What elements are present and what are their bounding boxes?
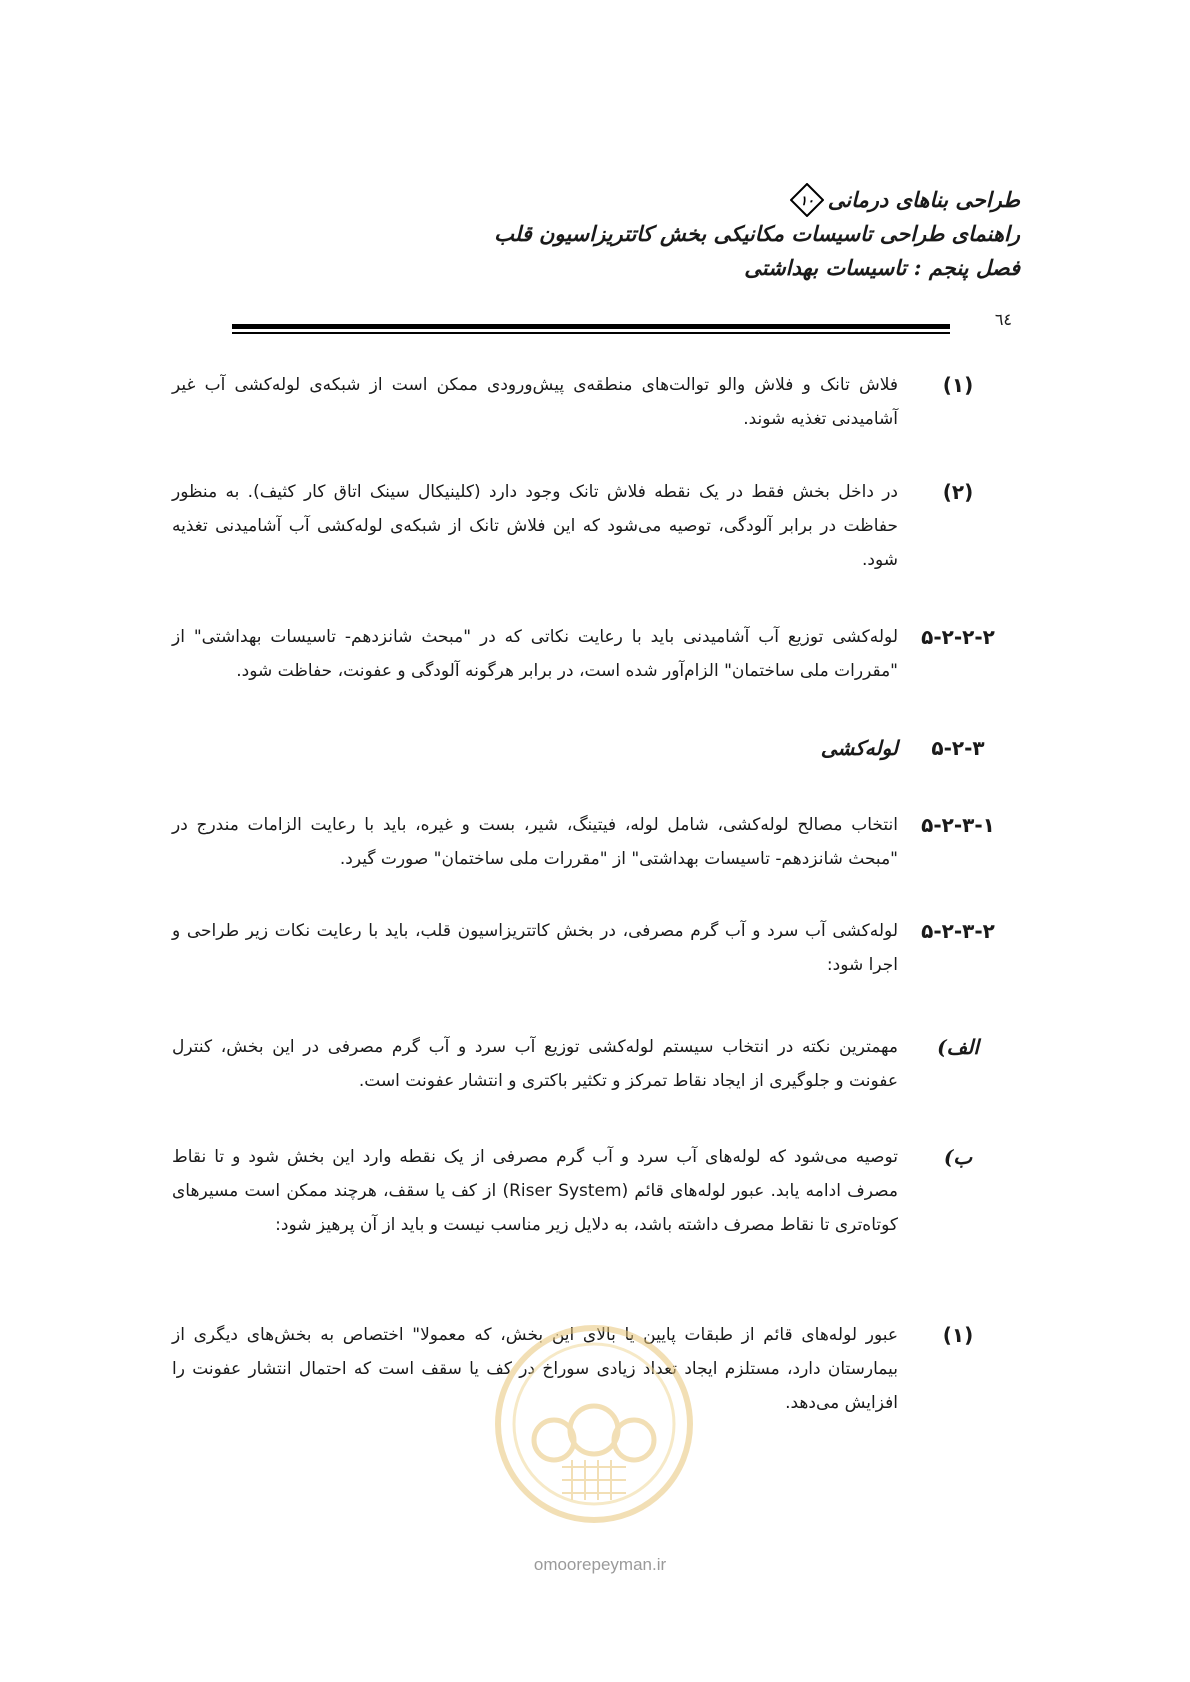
subitem-be [172, 1140, 1018, 1242]
watermark-url: omoorepeyman.ir [533, 1555, 667, 1574]
clause-number: ۵-۲-۳-۲ [921, 919, 995, 943]
subitem-letter: الف) [937, 1035, 979, 1059]
subitem-text: توصیه می‌شود که لوله‌های آب سرد و آب گرم مصرفی از یک نقطه وارد این بخش شود و تا نقاط مصرف ادامه یابد. عبور لوله‌های قائم (Riser System) از کف یا سقف، هرچند ممکن است مسیرهای کوتاه‌تری تا نقاط مصرف داشته باشد، به دلایل زیر مناسب نیست و باید از آن پرهیز شود: [172, 1147, 899, 1235]
paragraph-item-1 [172, 368, 1018, 436]
watermark-seal-icon [492, 1322, 696, 1526]
header-line-2: راهنمای طراحی تاسیسات مکانیکی بخش کاتتریزاسیون قلب [494, 221, 1020, 246]
clause-number: ۵-۲-۲-۲ [921, 625, 995, 649]
clause-text: لوله‌کشی آب سرد و آب گرم مصرفی، در بخش کاتتریزاسیون قلب، باید با رعایت نکات زیر طراحی و اجرا شود: [172, 921, 898, 975]
item-text: در داخل بخش فقط در یک نقطه فلاش تانک وجود دارد (کلینیکال سینک اتاق کار کثیف). به منظور حفاظت در برابر آلودگی، توصیه می‌شود که این فلاش تانک از شبکه‌ی لوله‌کشی آب آشامیدنی تغذیه شود. [172, 482, 898, 570]
clause-number: ۵-۲-۳-۱ [921, 813, 995, 837]
header-line-1 [160, 183, 1020, 217]
header-line-3: فصل پنجم : تاسیسات بهداشتی [744, 255, 1020, 280]
item-number: (۱) [942, 373, 974, 397]
paragraph-item-2 [172, 475, 1018, 577]
page-number: ٦٤ [994, 310, 1012, 329]
item-text: عبور لوله‌های قائم از طبقات پایین یا بالای این بخش، که معمولا" اختصاص به بخش‌های دیگری از بیمارستان دارد، مستلزم ایجاد تعداد زیادی سوراخ در کف یا سقف است که احتمال انتشار عفونت را افزایش می‌دهد. [172, 1325, 898, 1413]
section-number: ۵-۲-۳ [931, 736, 985, 760]
header-rule-thin [232, 332, 950, 334]
clause-5-2-2-2 [172, 620, 1018, 688]
section-heading-5-2-3 [172, 731, 1018, 765]
clause-text: لوله‌کشی توزیع آب آشامیدنی باید با رعایت نکاتی که در "مبحث شانزدهم- تاسیسات بهداشتی" از "مقررات ملی ساختمان" الزام‌آور شده است، در برابر هرگونه آلودگی و عفونت، حفاظت شود. [172, 627, 898, 681]
volume-badge [790, 183, 824, 217]
subitem-alef [172, 1030, 1018, 1098]
clause-5-2-3-1 [172, 808, 1018, 876]
volume-number: ۱۰ [799, 194, 814, 209]
clause-text: انتخاب مصالح لوله‌کشی، شامل لوله، فیتینگ، شیر، بست و غیره، باید با رعایت الزامات مندرج در "مبحث شانزدهم- تاسیسات بهداشتی" از "مقررات ملی ساختمان" صورت گیرد. [172, 815, 898, 869]
item-number: (۱) [942, 1323, 974, 1347]
header-rule-thick [232, 324, 950, 329]
item-text: فلاش تانک و فلاش والو توالت‌های منطقه‌ی پیش‌ورودی ممکن است از شبکه‌ی لوله‌کشی آب غیر آشامیدنی تغذیه شوند. [172, 375, 898, 429]
page-header [160, 183, 1020, 285]
book-title: طراحی بناهای درمانی [827, 187, 1020, 212]
item-number: (۲) [942, 480, 974, 504]
subitem-letter: ب) [943, 1145, 973, 1169]
section-title: لوله‌کشی [820, 736, 898, 760]
subitem-text: مهمترین نکته در انتخاب سیستم لوله‌کشی توزیع آب سرد و آب گرم مصرفی در این بخش، کنترل عفونت و جلوگیری از ایجاد نقاط تمرکز و تکثیر باکتری و انتشار عفونت است. [172, 1037, 898, 1091]
clause-5-2-3-2 [172, 914, 1018, 982]
